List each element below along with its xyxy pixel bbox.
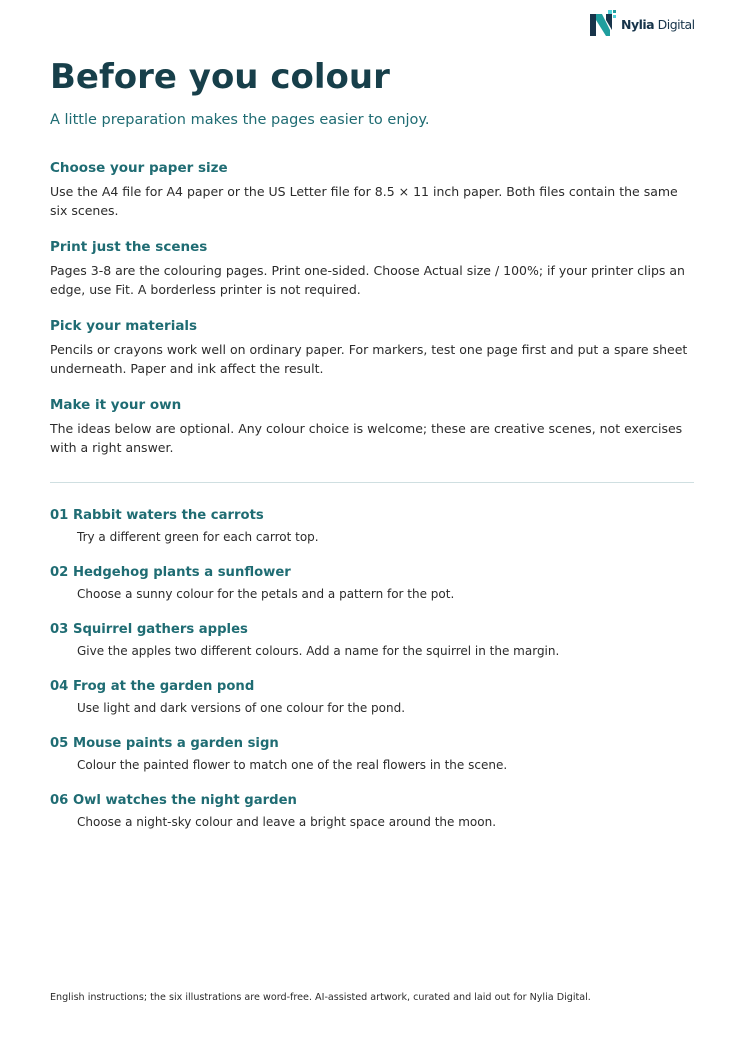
scene-item bbox=[50, 791, 695, 831]
section-make-it-your-own bbox=[50, 395, 695, 457]
scene-title: 06 Owl watches the night garden bbox=[50, 793, 297, 808]
scene-title: 02 Hedgehog plants a sunflower bbox=[50, 565, 291, 580]
brand-wordmark bbox=[621, 17, 695, 32]
scene-tip: Try a different green for each carrot top. bbox=[77, 530, 319, 544]
section-divider bbox=[50, 482, 694, 483]
section-heading: Choose your paper size bbox=[50, 160, 228, 176]
section-print-scenes bbox=[50, 237, 695, 299]
section-body: Pencils or crayons work well on ordinary paper. For markers, test one page first and put a spare sheet underneath. Paper and ink affect the result. bbox=[50, 342, 688, 376]
scene-title: 04 Frog at the garden pond bbox=[50, 679, 255, 694]
brand-name-light: Digital bbox=[654, 16, 695, 32]
section-materials bbox=[50, 316, 695, 378]
scene-title: 01 Rabbit waters the carrots bbox=[50, 508, 264, 523]
scene-item bbox=[50, 620, 695, 660]
page-subtitle: A little preparation makes the pages easier to enjoy. bbox=[50, 112, 430, 128]
nylia-digital-logo-icon bbox=[588, 10, 618, 38]
scene-item bbox=[50, 734, 695, 774]
section-body: Pages 3-8 are the colouring pages. Print one-sided. Choose Actual size / 100%; if your printer clips an edge, use Fit. A borderless printer is not required. bbox=[50, 263, 685, 297]
scene-item bbox=[50, 506, 695, 546]
scene-title: 05 Mouse paints a garden sign bbox=[50, 736, 279, 751]
scene-list bbox=[50, 506, 695, 831]
scene-tip: Colour the painted flower to match one of the real flowers in the scene. bbox=[77, 758, 508, 772]
section-heading: Pick your materials bbox=[50, 318, 198, 334]
section-paper-size bbox=[50, 158, 695, 220]
page-footer: English instructions; the six illustrations are word-free. AI-assisted artwork, curated and laid out for Nylia Digital. bbox=[50, 992, 591, 1003]
section-body: The ideas below are optional. Any colour choice is welcome; these are creative scenes, not exercises with a right answer. bbox=[50, 421, 683, 455]
section-heading: Print just the scenes bbox=[50, 239, 208, 255]
scene-tip: Choose a night-sky colour and leave a bright space around the moon. bbox=[77, 815, 497, 829]
scene-tip: Use light and dark versions of one colour for the pond. bbox=[77, 701, 406, 715]
preparation-sections bbox=[50, 158, 695, 457]
scene-item bbox=[50, 563, 695, 603]
scene-tip: Choose a sunny colour for the petals and a pattern for the pot. bbox=[77, 587, 455, 601]
brand-logo bbox=[588, 10, 698, 38]
section-heading: Make it your own bbox=[50, 397, 182, 413]
brand-name-bold: Nylia bbox=[621, 16, 655, 32]
scene-title: 03 Squirrel gathers apples bbox=[50, 622, 248, 637]
page-title: Before you colour bbox=[50, 57, 390, 97]
scene-item bbox=[50, 677, 695, 717]
scene-tip: Give the apples two different colours. Add a name for the squirrel in the margin. bbox=[77, 644, 560, 658]
section-body: Use the A4 file for A4 paper or the US Letter file for 8.5 × 11 inch paper. Both files contain the same six scenes. bbox=[50, 184, 678, 218]
